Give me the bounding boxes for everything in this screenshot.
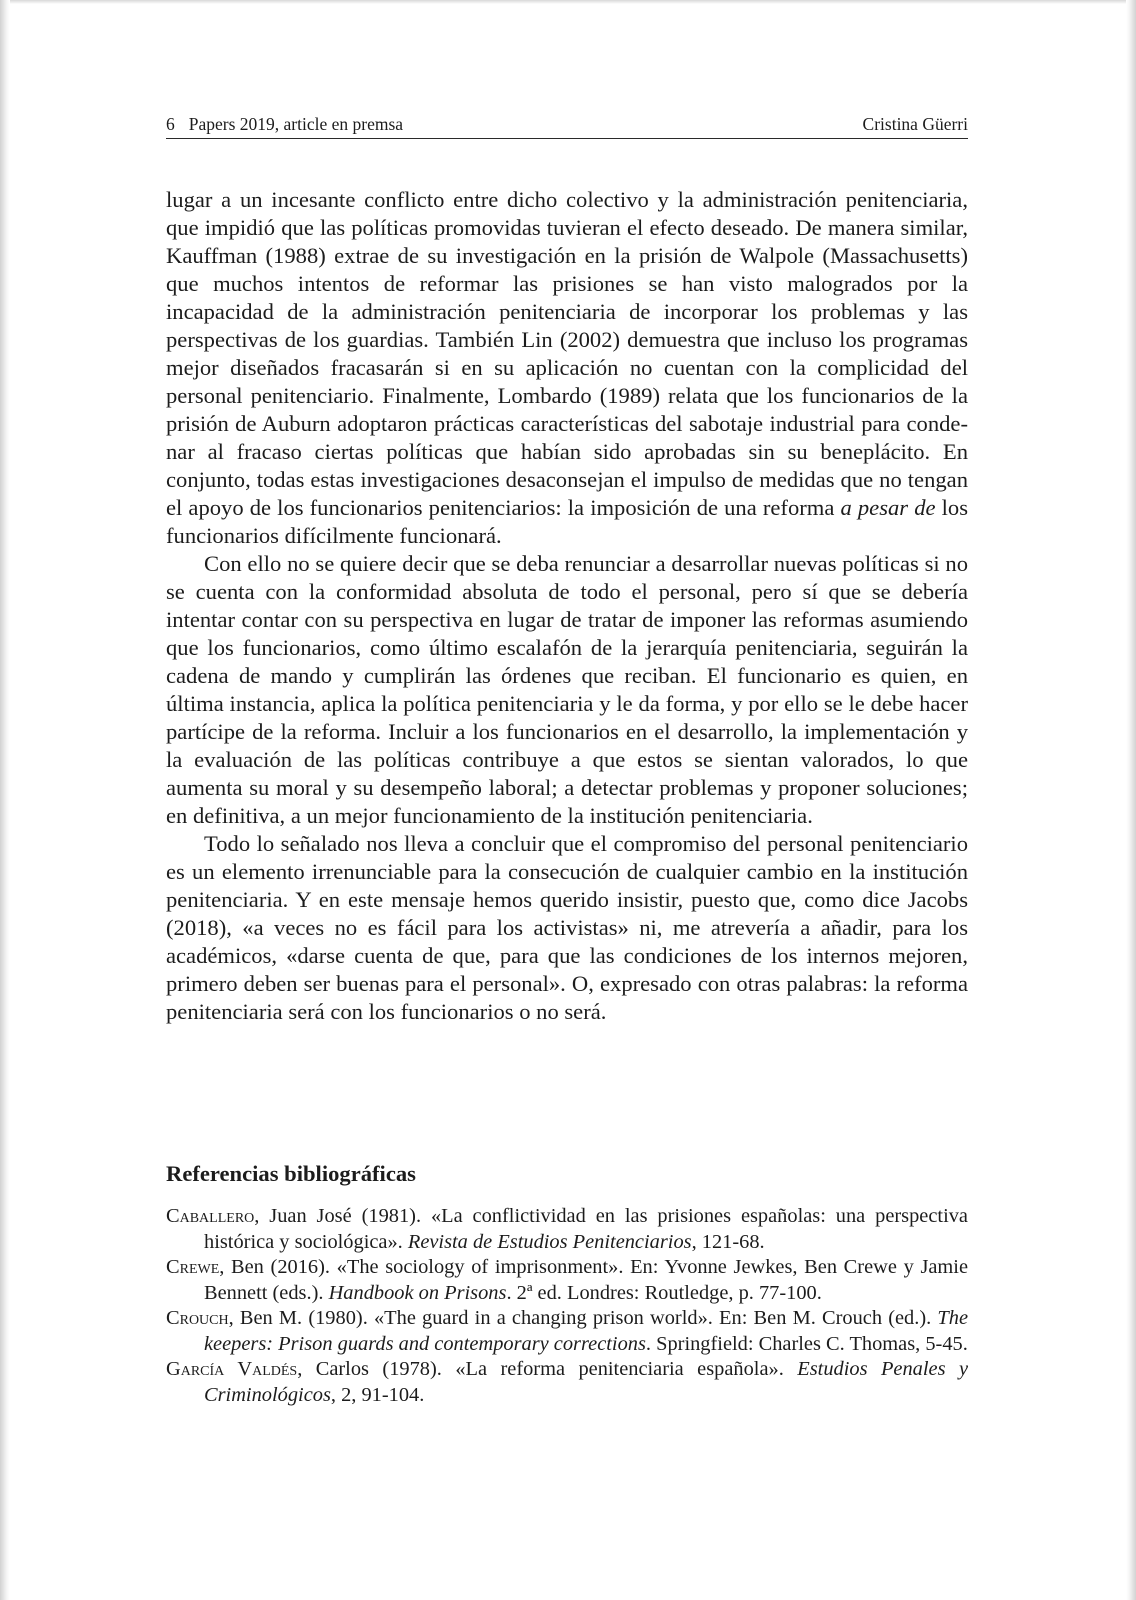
reference-text: , Carlos (1978). «La reforma penitenciaria española». bbox=[297, 1358, 798, 1380]
running-head bbox=[166, 114, 968, 139]
references-heading: Referencias bibliográficas bbox=[166, 1161, 416, 1186]
paragraph-1-end: los funcionarios difícilmente funcionará. bbox=[166, 495, 969, 548]
journal-name: Papers 2019, article en premsa bbox=[188, 114, 404, 134]
reference-item bbox=[166, 1357, 968, 1408]
reference-text: , Ben M. (1980). «The guard in a changing prison world». En: Ben M. Crouch (ed.). bbox=[228, 1307, 938, 1329]
reference-author: Crewe bbox=[166, 1256, 220, 1278]
body-text bbox=[166, 186, 968, 1026]
page-shadow-top bbox=[0, 0, 1136, 4]
reference-author: Crouch bbox=[166, 1307, 229, 1329]
paragraph-1-emphasis: a pesar de bbox=[840, 495, 936, 520]
paragraph-1 bbox=[166, 186, 968, 550]
reference-author: García Valdés bbox=[166, 1358, 298, 1380]
reference-tail: , 121-68. bbox=[691, 1230, 765, 1253]
page-shadow-left bbox=[0, 0, 10, 1600]
running-head-left bbox=[166, 114, 403, 135]
reference-item bbox=[166, 1255, 968, 1306]
reference-source: The keepers: Prison guards and contemporary corrections bbox=[204, 1307, 968, 1355]
reference-tail: . 2ª ed. Londres: Routledge, p. 77-100. bbox=[506, 1281, 822, 1304]
paragraph-3: Todo lo señalado nos lleva a concluir que el compromiso del personal penitenciario es un elemento irrenunciable para la consecución de cualquier cambio en la institución penitenciaria. Y en este mensaje hemos querido insistir, puesto que, como dice Jacobs (2018), «a veces no es fácil para los activistas» ni, me atrevería a añadir, para los académicos, «darse cuenta de que, para que las condiciones de los internos mejoren, primero deben ser buenas para el personal». O, expresado con otras palabras: la reforma penitenciaria será con los funcionarios o no será. bbox=[166, 831, 968, 1024]
reference-tail: , 2, 91-104. bbox=[330, 1383, 425, 1406]
reference-source: Estudios Penales y Criminológicos bbox=[204, 1358, 968, 1406]
paragraph-2: Con ello no se quiere decir que se deba renunciar a desarrollar nuevas políticas si no se cuenta con la conformidad absoluta de todo el personal, pero sí que se debería intentar contar con su perspectiva en lugar de tratar de imponer las reformas asumiendo que los funcionarios, como último escalafón de la jerarquía penitenciaria, seguirán la cadena de mando y cumplirán las órdenes que reciban. El funcionario es quien, en última instancia, aplica la política penitenciaria y le da forma, y por ello se le debe hacer partícipe de la reforma. Incluir a los funcionarios en el desarrollo, la implementación y la evaluación de las políticas contribuye a que estos se sientan valorados, lo que aumenta su moral y su desempeño laboral; a detectar problemas y proponer soluciones; en definitiva, a un mejor funcionamiento de la institución penitenciaria. bbox=[166, 551, 968, 828]
reference-text: , Juan José (1981). «La conflictividad en las prisiones españolas: una perspectiva histórica y sociológica». bbox=[204, 1205, 968, 1253]
reference-item bbox=[166, 1204, 968, 1255]
author-name: Cristina Güerri bbox=[862, 114, 968, 134]
reference-item bbox=[166, 1306, 968, 1357]
paragraph-1-text: lugar a un incesante conflicto entre dicho colectivo y la administración penitenciaria, que impidió que las políticas promovidas tuvieran el efecto deseado. De manera similar, Kauffman (1988) extrae de su investigación en la prisión de Walpole (Massachusetts) que muchos intentos de reformar las prisiones se han visto malogrados por la incapacidad de la administración penitenciaria de incorporar los problemas y las perspectivas de los guardias. También Lin (2002) demuestra que incluso los programas mejor diseñados fracasarán si en su aplicación no cuentan con la complicidad del personal penitenciario. Finalmente, Lombardo (1989) relata que los funcionarios de la prisión de Auburn adoptaron prácticas características del sabotaje industrial para condenar al fracaso ciertas políticas que habían sido aprobadas sin su beneplácito. En conjunto, todas estas investigaciones desaconsejan el impulso de medidas que no tengan el apoyo de los funcionarios penitenciarios: la imposición de una reforma bbox=[166, 187, 968, 520]
reference-author: Caballero bbox=[166, 1205, 255, 1227]
reference-tail: . Springfield: Charles C. Thomas, 5-45. bbox=[645, 1332, 968, 1355]
page-shadow-right bbox=[1126, 0, 1136, 1600]
reference-text: , Ben (2016). «The sociology of imprisonment». En: Yvonne Jewkes, Ben Crewe y Jamie Bennett (eds.). bbox=[204, 1256, 968, 1304]
reference-source: Revista de Estudios Penitenciarios bbox=[407, 1230, 692, 1253]
references-list bbox=[166, 1204, 968, 1408]
reference-source: Handbook on Prisons bbox=[328, 1281, 507, 1304]
page-number: 6 bbox=[166, 114, 175, 134]
